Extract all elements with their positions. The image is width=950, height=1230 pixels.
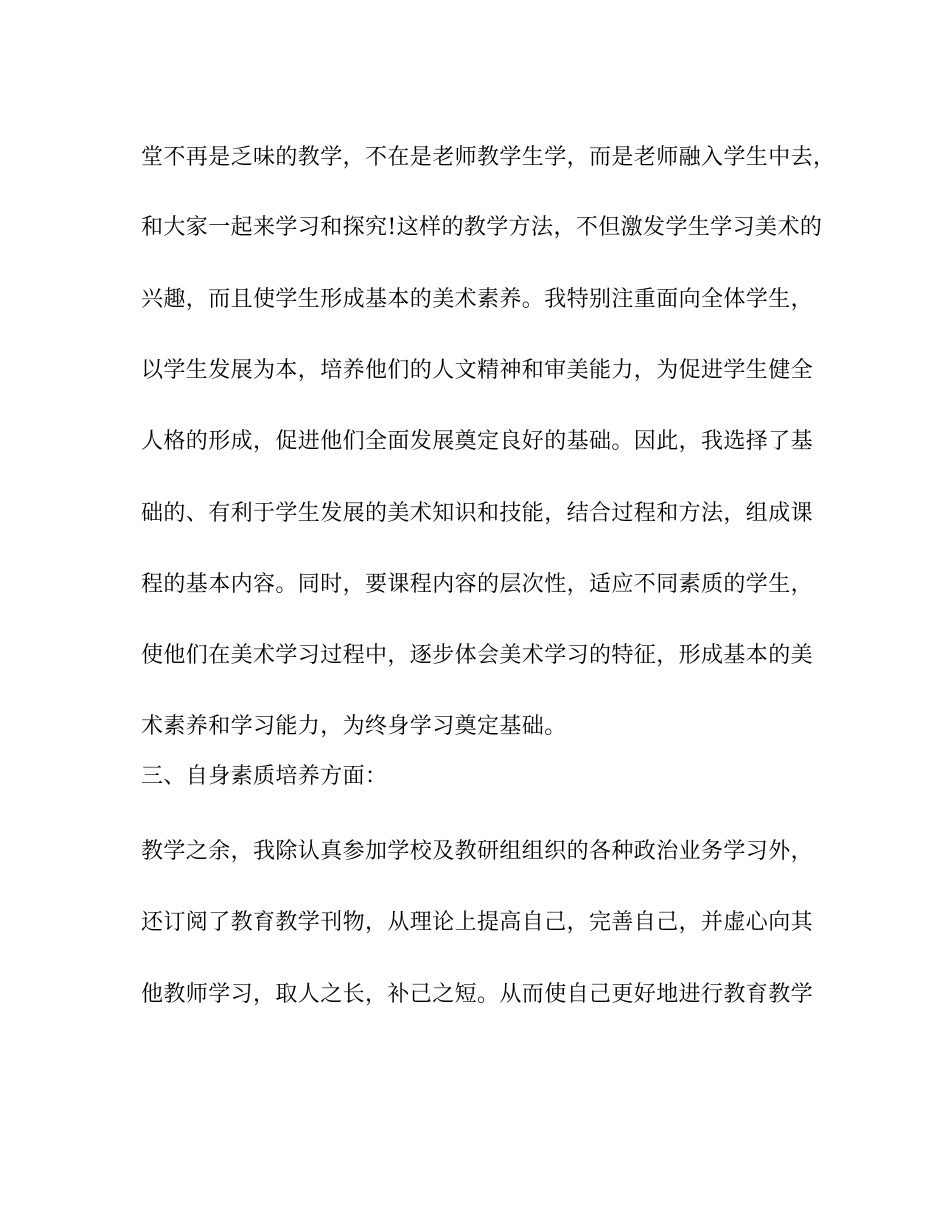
paragraph-line: 以学生发展为本，培养他们的人文精神和审美能力，为促进学生健全 bbox=[141, 358, 814, 383]
paragraph-line: 教学之余，我除认真参加学校及教研组组织的各种政治业务学习外， bbox=[141, 839, 814, 864]
section-heading: 三、自身素质培养方面： bbox=[141, 764, 388, 789]
paragraph-line: 础的、有利于学生发展的美术知识和技能，结合过程和方法，组成课 bbox=[141, 501, 814, 526]
paragraph-line: 他教师学习，取人之长，补己之短。从而使自己更好地进行教育教学 bbox=[141, 982, 814, 1007]
paragraph-line: 和大家一起来学习和探究!这样的教学方法，不但激发学生学习美术的 bbox=[141, 215, 823, 240]
paragraph-line: 使他们在美术学习过程中，逐步体会美术学习的特征，形成基本的美 bbox=[141, 643, 814, 668]
paragraph-line: 术素养和学习能力，为终身学习奠定基础。 bbox=[141, 714, 567, 739]
paragraph-line: 程的基本内容。同时，要课程内容的层次性，适应不同素质的学生， bbox=[141, 572, 814, 597]
paragraph-line: 还订阅了教育教学刊物，从理论上提高自己，完善自己，并虚心向其 bbox=[141, 910, 814, 935]
paragraph-line: 兴趣，而且使学生形成基本的美术素养。我特别注重面向全体学生， bbox=[141, 287, 814, 312]
paragraph-line: 人格的形成，促进他们全面发展奠定良好的基础。因此，我选择了基 bbox=[141, 429, 814, 454]
paragraph-line: 堂不再是乏味的教学，不在是老师教学生学，而是老师融入学生中去， bbox=[141, 145, 836, 170]
